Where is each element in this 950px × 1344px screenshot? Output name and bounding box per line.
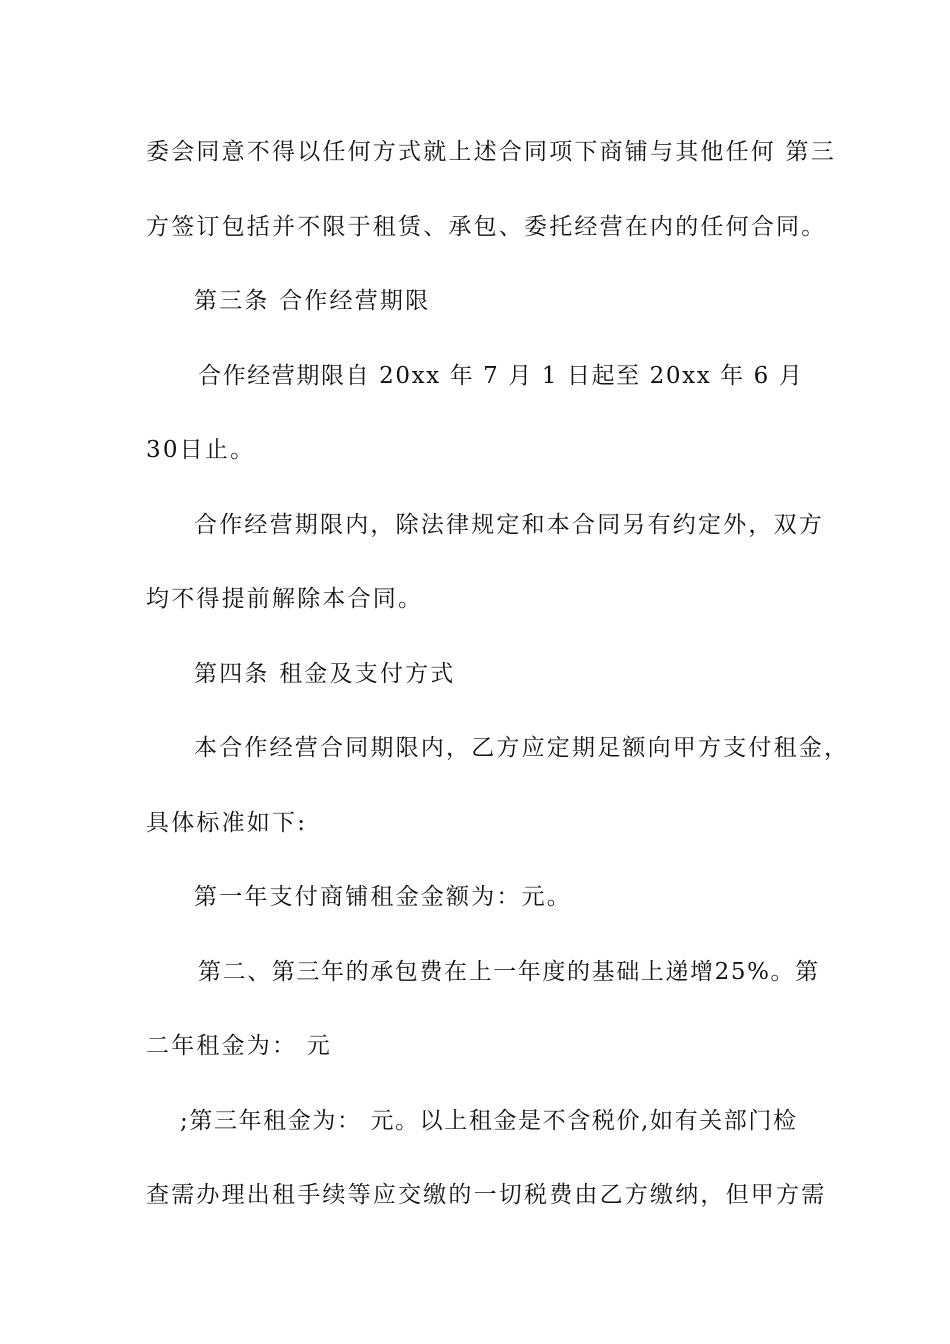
paragraph-line: 合作经营期限自 20xx 年 7 月 1 日起至 20xx 年 6 月 (198, 363, 804, 389)
paragraph-line: 方签订包括并不限于租赁、承包、委托经营在内的任何合同。 (146, 214, 827, 240)
paragraph-line: ;第三年租金为： 元。以上租金是不含税价,如有关部门检 (180, 1108, 798, 1134)
paragraph-line: 均不得提前解除本合同。 (146, 586, 424, 612)
paragraph-line: 查需办理出租手续等应交缴的一切税费由乙方缴纳，但甲方需 (146, 1182, 827, 1208)
paragraph-line: 第一年支付商铺租金金额为：元。 (194, 884, 572, 910)
paragraph-line: 30日止。 (146, 437, 256, 463)
section-heading: 第三条 合作经营期限 (194, 288, 431, 314)
paragraph-line: 具体标准如下: (146, 810, 308, 836)
paragraph-line: 第二、第三年的承包费在上一年度的基础上递增25%。第 (198, 959, 820, 985)
paragraph-line: 本合作经营合同期限内，乙方应定期足额向甲方支付租金， (194, 735, 850, 761)
paragraph-line: 合作经营期限内，除法律规定和本合同另有约定外，双方 (194, 512, 824, 538)
paragraph-line: 二年租金为： 元 (146, 1033, 332, 1059)
section-heading: 第四条 租金及支付方式 (194, 661, 456, 687)
paragraph-line: 委会同意不得以任何方式就上述合同项下商铺与其他任何 第三 (146, 139, 836, 165)
